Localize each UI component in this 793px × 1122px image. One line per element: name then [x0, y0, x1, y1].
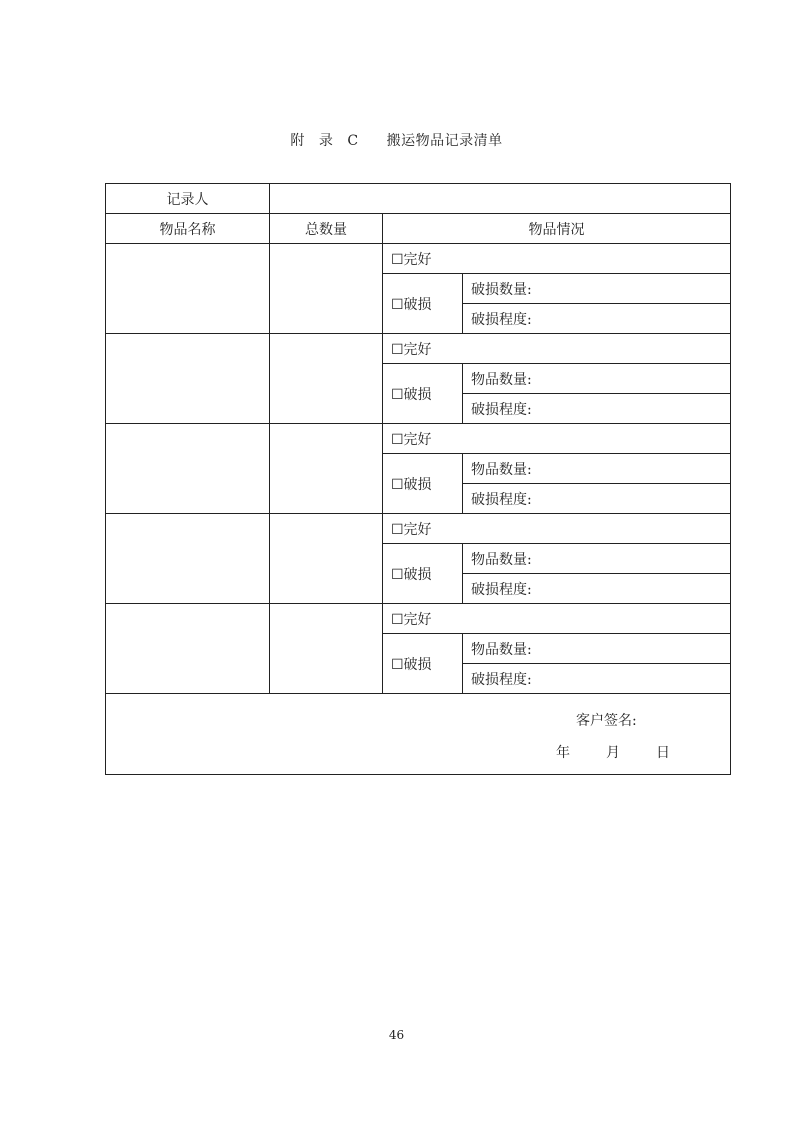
item-qty-cell[interactable] — [270, 334, 383, 424]
item-qty-cell[interactable] — [270, 514, 383, 604]
intact-checkbox[interactable]: ☐完好 — [383, 244, 731, 274]
date-year: 年 — [556, 745, 570, 761]
header-condition: 物品情况 — [383, 214, 731, 244]
degree-field[interactable]: 破损程度: — [463, 484, 731, 514]
item-name-cell[interactable] — [106, 244, 270, 334]
item-rows — [106, 244, 731, 694]
page-number: 46 — [388, 1028, 405, 1042]
degree-field[interactable]: 破损程度: — [463, 394, 731, 424]
damaged-checkbox[interactable]: ☐破损 — [383, 274, 463, 334]
header-total-qty: 总数量 — [270, 214, 383, 244]
damaged-checkbox[interactable]: ☐破损 — [383, 454, 463, 514]
table-row — [106, 514, 731, 544]
item-name-cell[interactable] — [106, 424, 270, 514]
title-name: 搬运物品记录清单 — [386, 133, 503, 149]
degree-field[interactable]: 破损程度: — [463, 574, 731, 604]
damaged-checkbox[interactable]: ☐破损 — [383, 544, 463, 604]
quantity-field[interactable]: 物品数量: — [463, 364, 731, 394]
item-qty-cell[interactable] — [270, 244, 383, 334]
damaged-checkbox[interactable]: ☐破损 — [383, 634, 463, 694]
page-title — [0, 130, 793, 150]
table-row — [106, 604, 731, 634]
header-item-name: 物品名称 — [106, 214, 270, 244]
intact-checkbox[interactable]: ☐完好 — [383, 604, 731, 634]
title-letter: C — [347, 133, 359, 149]
intact-checkbox[interactable]: ☐完好 — [383, 424, 731, 454]
quantity-field[interactable]: 物品数量: — [463, 454, 731, 484]
title-appendix: 附 — [290, 133, 305, 149]
recorder-field[interactable] — [270, 184, 731, 214]
quantity-field[interactable]: 物品数量: — [463, 544, 731, 574]
item-qty-cell[interactable] — [270, 424, 383, 514]
header-row — [106, 214, 731, 244]
signature-row — [106, 694, 731, 775]
item-name-cell[interactable] — [106, 334, 270, 424]
signature-date — [556, 742, 670, 762]
degree-field[interactable]: 破损程度: — [463, 664, 731, 694]
intact-checkbox[interactable]: ☐完好 — [383, 514, 731, 544]
item-qty-cell[interactable] — [270, 604, 383, 694]
date-month: 月 — [606, 745, 620, 761]
signature-label: 客户签名: — [576, 713, 637, 729]
recorder-label: 记录人 — [106, 184, 270, 214]
damaged-checkbox[interactable]: ☐破损 — [383, 364, 463, 424]
intact-checkbox[interactable]: ☐完好 — [383, 334, 731, 364]
quantity-field[interactable]: 物品数量: — [463, 634, 731, 664]
item-name-cell[interactable] — [106, 514, 270, 604]
item-name-cell[interactable] — [106, 604, 270, 694]
recorder-row — [106, 184, 731, 214]
title-record: 录 — [318, 133, 334, 149]
table-row — [106, 424, 731, 454]
table-row — [106, 244, 731, 274]
signature-cell[interactable] — [106, 694, 731, 775]
degree-field[interactable]: 破损程度: — [463, 304, 731, 334]
item-record-table — [105, 183, 731, 775]
quantity-field[interactable]: 破损数量: — [463, 274, 731, 304]
date-day: 日 — [656, 745, 670, 761]
table-row — [106, 334, 731, 364]
